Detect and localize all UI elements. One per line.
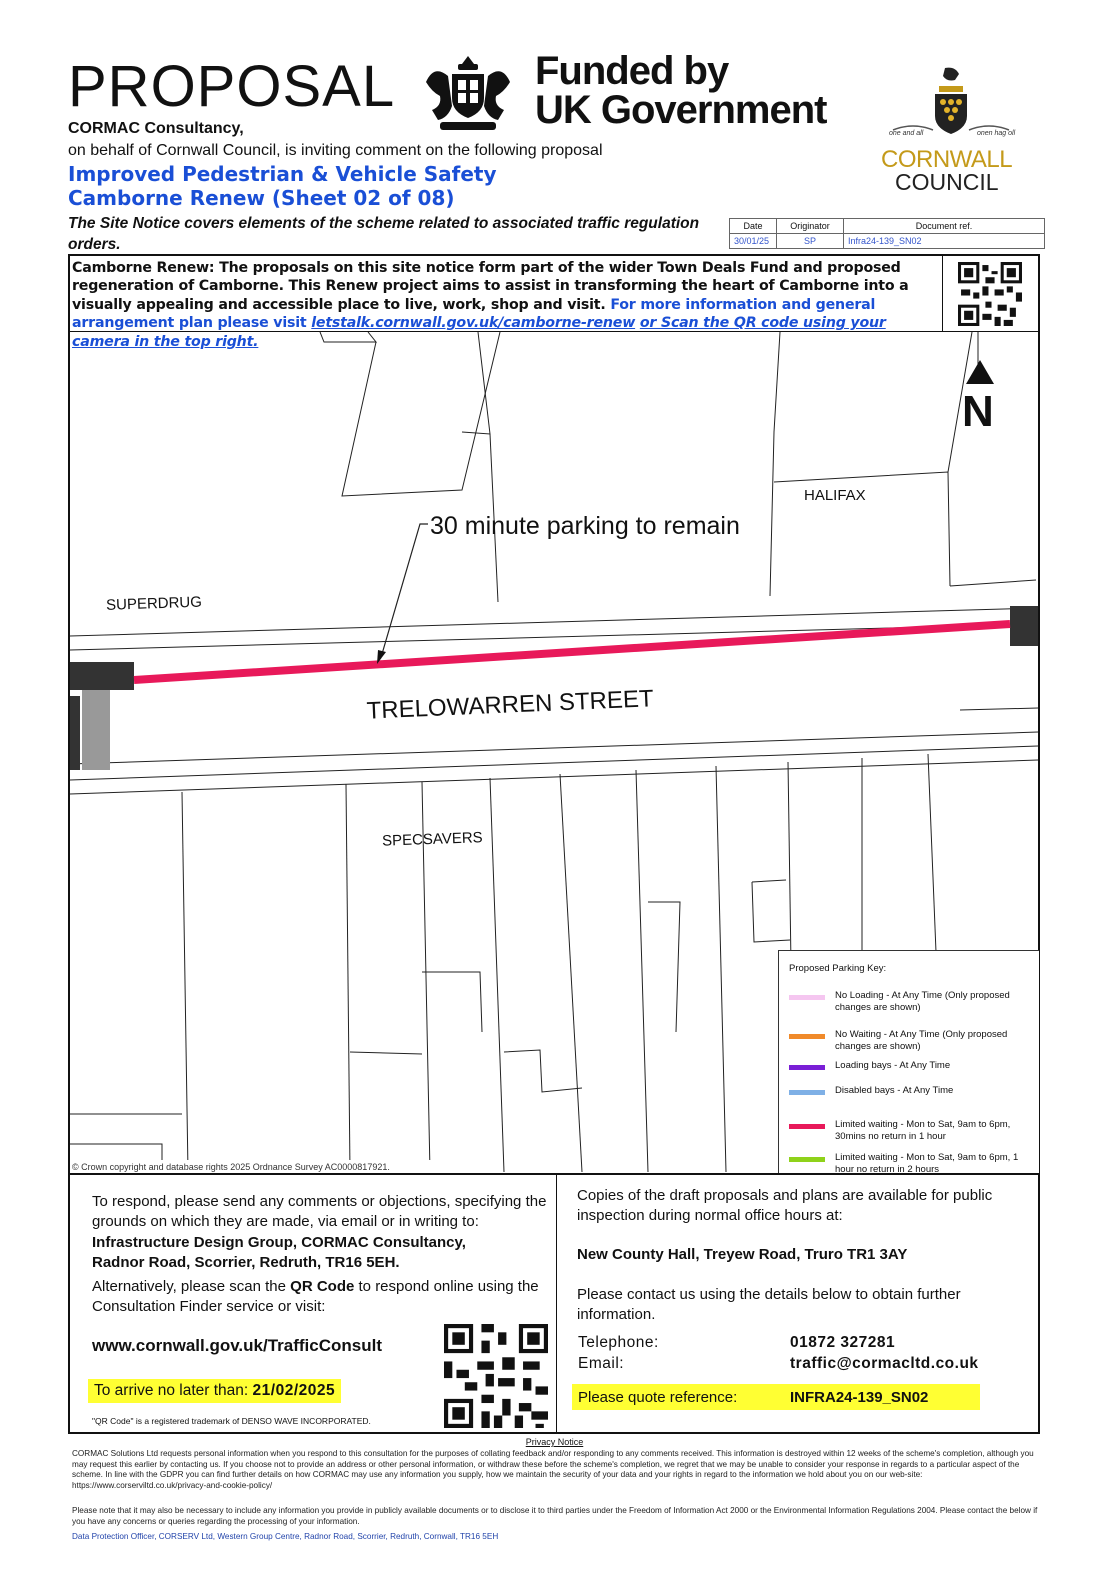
key-label: Limited waiting - Mon to Sat, 9am to 6pm, 30mins no return in 1 hour <box>835 1119 1011 1142</box>
label-halifax: HALIFAX <box>804 487 866 504</box>
royal-crest-icon <box>418 52 518 136</box>
intro-text: Camborne Renew: The proposals on this site notice form part of the wider Town Deals Fund and proposed regeneration of Camborne. This Renew project aims to assist in transforming the heart of Camborne into a visually appealing and accessible place to live, work, shop and visit. <box>72 260 909 313</box>
map-copyright: © Crown copyright and database rights 2025 Ordnance Survey AC0000817921. <box>72 1162 390 1172</box>
doc-header-date: Date <box>730 219 777 234</box>
respond-text: To respond, please send any comments or objections, specifying the grounds on which they are made, via email or in writing to: <box>92 1193 547 1231</box>
deadline-label: To arrive no later than: <box>94 1382 253 1399</box>
street-name: TRELOWARREN STREET <box>366 685 655 725</box>
road-end-block-west <box>70 662 134 690</box>
contact-labels <box>578 1333 659 1375</box>
document-ref-table <box>729 218 1045 249</box>
key-label: Disabled bays - At Any Time <box>835 1085 954 1096</box>
intro-link-text: For more information and general arrangement plan please visit <box>72 296 876 332</box>
doc-date: 30/01/25 <box>730 234 777 249</box>
respond-address-1: Infrastructure Design Group, CORMAC Consultancy, <box>92 1233 466 1251</box>
label-superdrug: SUPERDRUG <box>105 593 203 614</box>
qr-text-c: to respond online using the Consultation Finder service or visit: <box>92 1278 539 1316</box>
privacy-notice-text: CORMAC Solutions Ltd requests personal information when you respond to this consultation for the purposes of collating feedback and/or responding to any comments received. This information is destroyed within 12 weeks of the scheme's completion, although you may request this earlier by contacting us. If you choose not to provide an address or other personal information, or withdraw these before the scheme's completion, we regret that we may be unable to consider your response in regards to a particular aspect of the scheme. In line with the GDPR you can find further details on how CORMAC may use any information you supply, how we maintain the security of your data and your rights in regard to the information we hold about you on our web-site: https://www.corserviltd.co.uk/privacy-and-cookie-policy/ <box>72 1449 1034 1490</box>
key-label: No Loading - At Any Time (Only proposed changes are shown) <box>835 990 1010 1013</box>
qr-text-b: QR Code <box>290 1278 355 1295</box>
key-label: Limited waiting - Mon to Sat, 9am to 6pm, 1 hour no return in 2 hours <box>835 1152 1019 1175</box>
reference-label: Please quote reference: <box>578 1389 738 1406</box>
council-word-cornwall: CORNWALL <box>881 146 1013 173</box>
key-label: Loading bays - At Any Time <box>835 1060 951 1071</box>
email-address[interactable]: traffic@cormacltd.co.uk <box>790 1354 979 1372</box>
motto-right: onen hag oll <box>977 130 1016 137</box>
key-swatch <box>789 1065 825 1070</box>
behalf-text: on behalf of Cornwall Council, is inviting comment on the following proposal <box>68 142 603 159</box>
road-end-block-east <box>1010 606 1038 646</box>
site-notice-scope: The Site Notice covers elements of the scheme related to associated traffic regulation orders. <box>68 215 700 253</box>
inspection-text: Copies of the draft proposals and plans are available for public inspection during normal office hours at: <box>577 1187 993 1225</box>
reference-value: INFRA24-139_SN02 <box>790 1389 929 1406</box>
qr-code-icon[interactable] <box>958 262 1022 326</box>
crossing-grey <box>82 690 110 770</box>
contact-values <box>790 1333 979 1375</box>
dpo-address: Data Protection Officer, CORSERV Ltd, Western Group Centre, Radnor Road, Scorrier, Redruth, Cornwall, TR16 5EH <box>72 1532 499 1541</box>
key-swatch <box>789 1090 825 1095</box>
qr-instructions <box>92 1277 552 1318</box>
org-name: CORMAC Consultancy, <box>68 120 244 137</box>
hatch-west <box>70 696 80 770</box>
motto-left: one and all <box>889 130 924 137</box>
funded-by-text <box>535 49 827 133</box>
reference-box <box>572 1384 980 1410</box>
qr-trademark: "QR Code" is a registered trademark of DENSO WAVE INCORPORATED. <box>92 1416 371 1426</box>
north-label: N <box>962 387 994 436</box>
label-specsavers: SPECSAVERS <box>381 829 483 850</box>
doc-ref: Infra24-139_SN02 <box>844 234 1045 249</box>
telephone-label: Telephone: <box>578 1334 659 1351</box>
traffic-consult-link[interactable]: www.cornwall.gov.uk/TrafficConsult <box>92 1336 382 1355</box>
email-label: Email: <box>578 1354 625 1372</box>
doc-originator: SP <box>777 234 844 249</box>
qr-text-a: Alternatively, please scan the <box>92 1278 291 1295</box>
key-title: Proposed Parking Key: <box>789 963 887 974</box>
proposal-heading: PROPOSAL <box>68 54 396 119</box>
telephone-number[interactable]: 01872 327281 <box>790 1334 896 1351</box>
annotation-text: 30 minute parking to remain <box>430 512 740 540</box>
cornwall-council-logo <box>875 64 1025 194</box>
key-label: No Waiting - At Any Time (Only proposed changes are shown) <box>835 1029 1008 1052</box>
foi-text: Please note that it may also be necessary to include any information you provide in publicly available documents or to disclose it to third parties under the Freedom of Information Act 2000 or the Environmental Information Regulations 2004. Please contact the below if you have any concerns or queries regarding the processing of your information. <box>72 1506 1038 1526</box>
consultation-qr-code-icon[interactable] <box>444 1324 548 1428</box>
limited-waiting-bay <box>134 624 1010 680</box>
deadline-box <box>88 1379 341 1403</box>
camborne-renew-link[interactable]: letstalk.cornwall.gov.uk/camborne-renew <box>311 315 636 332</box>
funded-line-2: UK Government <box>535 88 827 133</box>
parking-key <box>778 950 1039 1173</box>
sheet-title: Camborne Renew (Sheet 02 of 08) <box>68 186 455 210</box>
key-swatch <box>789 1124 825 1129</box>
key-swatch <box>789 1157 825 1162</box>
contact-text: Please contact us using the details below to obtain further information. <box>577 1286 961 1324</box>
response-divider <box>556 1174 557 1434</box>
inspection-address: New County Hall, Treyew Road, Truro TR1 3AY <box>577 1246 908 1263</box>
key-swatch <box>789 1034 825 1039</box>
deadline-date: 21/02/2025 <box>252 1382 336 1399</box>
respond-address-2: Radnor Road, Scorrier, Redruth, TR16 5EH. <box>92 1253 400 1271</box>
council-word-council: COUNCIL <box>895 169 999 195</box>
funded-line-1: Funded by <box>535 49 729 93</box>
doc-header-originator: Originator <box>777 219 844 234</box>
privacy-notice-title[interactable]: Privacy Notice <box>525 1437 584 1447</box>
key-swatch <box>789 995 825 1000</box>
respond-instructions <box>92 1192 552 1273</box>
bottom-divider <box>70 1173 1038 1175</box>
intro-link-tail: or Scan the QR code using your camera in the top right. <box>72 315 886 350</box>
qr-divider <box>942 256 943 331</box>
scheme-title: Improved Pedestrian & Vehicle Safety <box>68 162 497 186</box>
annotation-leader <box>382 524 428 654</box>
doc-header-ref: Document ref. <box>844 219 1045 234</box>
